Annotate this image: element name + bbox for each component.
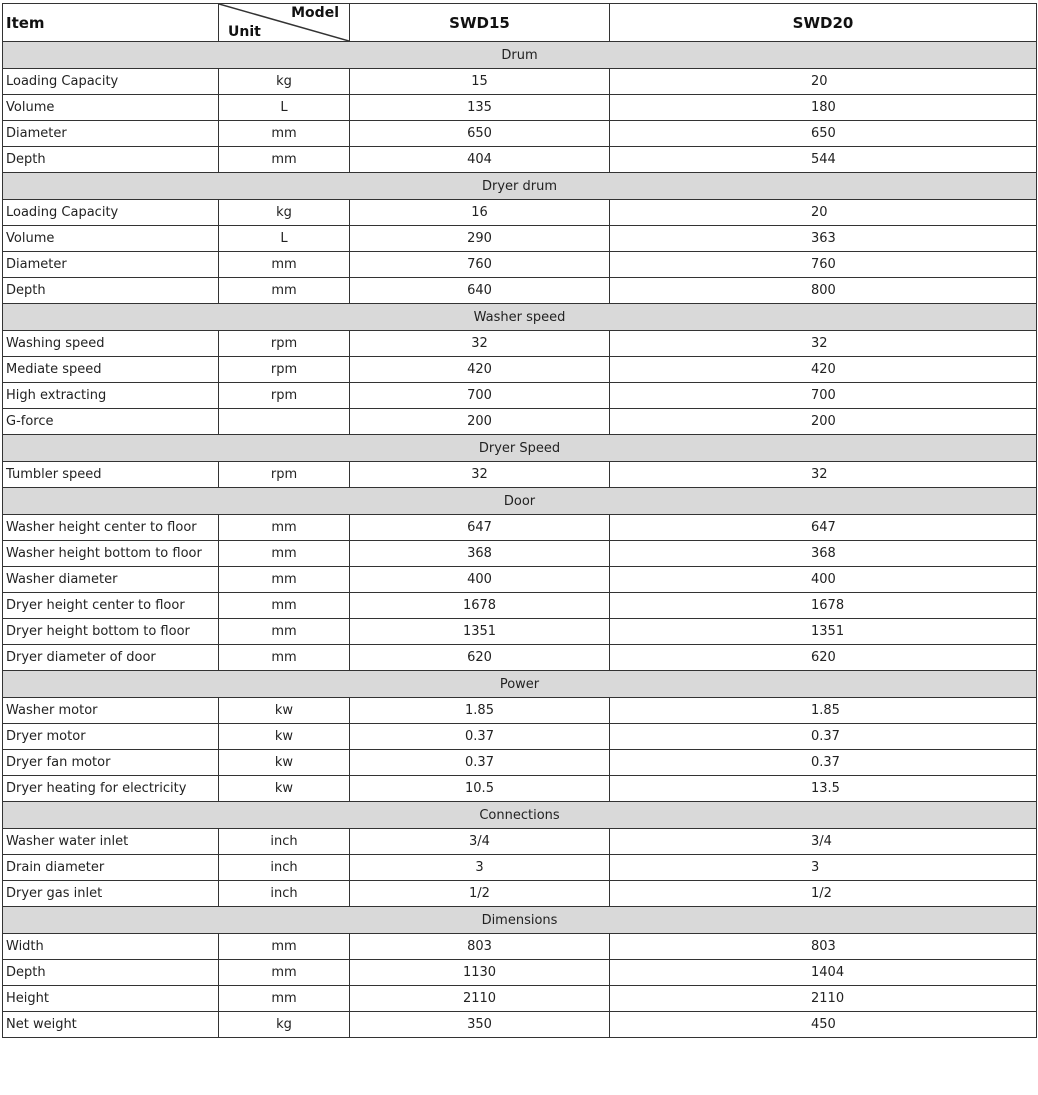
- table-row: [3, 645, 1037, 671]
- row-unit: kg: [219, 69, 350, 95]
- table-row: [3, 69, 1037, 95]
- table-row: [3, 724, 1037, 750]
- row-unit: kw: [219, 750, 350, 776]
- row-value-swd15: 420: [350, 357, 610, 383]
- row-unit: kg: [219, 200, 350, 226]
- row-label: Washer water inlet: [3, 829, 219, 855]
- section-header-row: [3, 173, 1037, 200]
- row-value-swd15: 290: [350, 226, 610, 252]
- row-value-swd15: 640: [350, 278, 610, 304]
- row-label: High extracting: [3, 383, 219, 409]
- model-header-swd20: SWD20: [610, 4, 1037, 42]
- table-row: [3, 986, 1037, 1012]
- row-unit: mm: [219, 934, 350, 960]
- row-value-swd15: 3: [350, 855, 610, 881]
- row-value-swd15: 400: [350, 567, 610, 593]
- table-row: [3, 278, 1037, 304]
- row-label: Volume: [3, 95, 219, 121]
- item-header: Item: [3, 4, 219, 42]
- table-row: [3, 619, 1037, 645]
- row-unit: kw: [219, 724, 350, 750]
- row-value-swd15: 32: [350, 331, 610, 357]
- row-label: Drain diameter: [3, 855, 219, 881]
- row-value-swd20: 0.37: [610, 724, 1037, 750]
- row-value-swd20: 3: [610, 855, 1037, 881]
- unit-header-label: Unit: [228, 24, 261, 40]
- row-label: Loading Capacity: [3, 69, 219, 95]
- row-label: Dryer motor: [3, 724, 219, 750]
- table-row: [3, 593, 1037, 619]
- row-label: Net weight: [3, 1012, 219, 1038]
- row-unit: mm: [219, 121, 350, 147]
- header-row: [3, 4, 1037, 42]
- section-header-row: [3, 42, 1037, 69]
- row-value-swd20: 650: [610, 121, 1037, 147]
- section-header-row: [3, 488, 1037, 515]
- table-row: [3, 121, 1037, 147]
- table-row: [3, 226, 1037, 252]
- row-unit: kw: [219, 698, 350, 724]
- row-value-swd20: 450: [610, 1012, 1037, 1038]
- row-unit: rpm: [219, 383, 350, 409]
- row-value-swd15: 760: [350, 252, 610, 278]
- model-unit-header: [219, 4, 350, 42]
- table-row: [3, 515, 1037, 541]
- table-row: [3, 331, 1037, 357]
- row-value-swd15: 803: [350, 934, 610, 960]
- table-row: [3, 934, 1037, 960]
- row-unit: inch: [219, 829, 350, 855]
- row-value-swd15: 620: [350, 645, 610, 671]
- spec-table: [2, 3, 1037, 1038]
- row-value-swd15: 1351: [350, 619, 610, 645]
- row-unit: mm: [219, 645, 350, 671]
- model-header-swd15: SWD15: [350, 4, 610, 42]
- table-row: [3, 698, 1037, 724]
- table-row: [3, 829, 1037, 855]
- table-row: [3, 541, 1037, 567]
- table-row: [3, 95, 1037, 121]
- row-unit: rpm: [219, 331, 350, 357]
- section-header-row: [3, 435, 1037, 462]
- row-label: Depth: [3, 147, 219, 173]
- table-row: [3, 383, 1037, 409]
- row-unit: mm: [219, 567, 350, 593]
- row-value-swd20: 1351: [610, 619, 1037, 645]
- section-header-row: [3, 304, 1037, 331]
- row-value-swd15: 1.85: [350, 698, 610, 724]
- row-value-swd20: 368: [610, 541, 1037, 567]
- row-unit: inch: [219, 855, 350, 881]
- row-value-swd20: 1/2: [610, 881, 1037, 907]
- table-row: [3, 855, 1037, 881]
- row-value-swd15: 3/4: [350, 829, 610, 855]
- model-header-label: Model: [291, 5, 339, 21]
- row-value-swd15: 647: [350, 515, 610, 541]
- row-label: Loading Capacity: [3, 200, 219, 226]
- row-label: Mediate speed: [3, 357, 219, 383]
- table-row: [3, 567, 1037, 593]
- row-value-swd15: 2110: [350, 986, 610, 1012]
- row-label: Dryer height bottom to floor: [3, 619, 219, 645]
- table-row: [3, 462, 1037, 488]
- row-value-swd15: 200: [350, 409, 610, 435]
- row-value-swd20: 420: [610, 357, 1037, 383]
- row-value-swd20: 363: [610, 226, 1037, 252]
- row-unit: rpm: [219, 462, 350, 488]
- row-value-swd20: 180: [610, 95, 1037, 121]
- table-row: [3, 750, 1037, 776]
- row-label: Depth: [3, 278, 219, 304]
- table-row: [3, 200, 1037, 226]
- row-value-swd15: 0.37: [350, 750, 610, 776]
- section-title: Dimensions: [3, 907, 1037, 934]
- row-value-swd15: 0.37: [350, 724, 610, 750]
- row-label: Diameter: [3, 121, 219, 147]
- row-unit: mm: [219, 960, 350, 986]
- table-row: [3, 1012, 1037, 1038]
- row-value-swd15: 350: [350, 1012, 610, 1038]
- row-value-swd20: 0.37: [610, 750, 1037, 776]
- row-value-swd20: 20: [610, 200, 1037, 226]
- row-label: Washing speed: [3, 331, 219, 357]
- row-value-swd15: 1/2: [350, 881, 610, 907]
- section-header-row: [3, 671, 1037, 698]
- row-label: Tumbler speed: [3, 462, 219, 488]
- row-value-swd20: 544: [610, 147, 1037, 173]
- row-label: Depth: [3, 960, 219, 986]
- table-row: [3, 776, 1037, 802]
- section-title: Drum: [3, 42, 1037, 69]
- row-unit: mm: [219, 593, 350, 619]
- row-value-swd20: 13.5: [610, 776, 1037, 802]
- row-value-swd15: 700: [350, 383, 610, 409]
- row-value-swd15: 10.5: [350, 776, 610, 802]
- row-value-swd15: 404: [350, 147, 610, 173]
- row-unit: mm: [219, 147, 350, 173]
- table-row: [3, 409, 1037, 435]
- row-value-swd15: 15: [350, 69, 610, 95]
- row-value-swd20: 1.85: [610, 698, 1037, 724]
- row-label: Washer height center to floor: [3, 515, 219, 541]
- row-unit: mm: [219, 515, 350, 541]
- row-value-swd20: 400: [610, 567, 1037, 593]
- row-value-swd15: 368: [350, 541, 610, 567]
- row-value-swd15: 32: [350, 462, 610, 488]
- row-value-swd20: 32: [610, 331, 1037, 357]
- row-unit: mm: [219, 986, 350, 1012]
- row-unit: L: [219, 226, 350, 252]
- row-value-swd20: 760: [610, 252, 1037, 278]
- row-label: Washer motor: [3, 698, 219, 724]
- row-unit: [219, 409, 350, 435]
- row-label: Width: [3, 934, 219, 960]
- row-value-swd20: 1678: [610, 593, 1037, 619]
- row-label: Dryer gas inlet: [3, 881, 219, 907]
- row-value-swd15: 135: [350, 95, 610, 121]
- row-label: Dryer heating for electricity: [3, 776, 219, 802]
- row-unit: kg: [219, 1012, 350, 1038]
- row-unit: inch: [219, 881, 350, 907]
- row-unit: rpm: [219, 357, 350, 383]
- table-row: [3, 357, 1037, 383]
- row-value-swd20: 800: [610, 278, 1037, 304]
- section-header-row: [3, 907, 1037, 934]
- table-row: [3, 252, 1037, 278]
- row-value-swd20: 620: [610, 645, 1037, 671]
- row-value-swd20: 700: [610, 383, 1037, 409]
- table-row: [3, 960, 1037, 986]
- row-label: Dryer fan motor: [3, 750, 219, 776]
- section-title: Connections: [3, 802, 1037, 829]
- spec-table-body: [3, 4, 1037, 1038]
- row-label: Dryer height center to floor: [3, 593, 219, 619]
- section-header-row: [3, 802, 1037, 829]
- row-value-swd15: 1130: [350, 960, 610, 986]
- row-unit: mm: [219, 541, 350, 567]
- row-label: Volume: [3, 226, 219, 252]
- row-value-swd20: 1404: [610, 960, 1037, 986]
- row-label: Washer height bottom to floor: [3, 541, 219, 567]
- row-label: Dryer diameter of door: [3, 645, 219, 671]
- row-value-swd20: 20: [610, 69, 1037, 95]
- section-title: Washer speed: [3, 304, 1037, 331]
- row-value-swd20: 200: [610, 409, 1037, 435]
- row-value-swd20: 3/4: [610, 829, 1037, 855]
- row-value-swd20: 647: [610, 515, 1037, 541]
- section-title: Dryer drum: [3, 173, 1037, 200]
- table-row: [3, 147, 1037, 173]
- row-value-swd15: 16: [350, 200, 610, 226]
- row-label: Washer diameter: [3, 567, 219, 593]
- section-title: Power: [3, 671, 1037, 698]
- row-label: Height: [3, 986, 219, 1012]
- section-title: Door: [3, 488, 1037, 515]
- section-title: Dryer Speed: [3, 435, 1037, 462]
- table-row: [3, 881, 1037, 907]
- row-label: G-force: [3, 409, 219, 435]
- row-value-swd20: 2110: [610, 986, 1037, 1012]
- row-value-swd20: 32: [610, 462, 1037, 488]
- row-value-swd15: 1678: [350, 593, 610, 619]
- row-value-swd15: 650: [350, 121, 610, 147]
- row-unit: kw: [219, 776, 350, 802]
- row-unit: mm: [219, 252, 350, 278]
- row-unit: L: [219, 95, 350, 121]
- row-unit: mm: [219, 278, 350, 304]
- row-unit: mm: [219, 619, 350, 645]
- row-label: Diameter: [3, 252, 219, 278]
- row-value-swd20: 803: [610, 934, 1037, 960]
